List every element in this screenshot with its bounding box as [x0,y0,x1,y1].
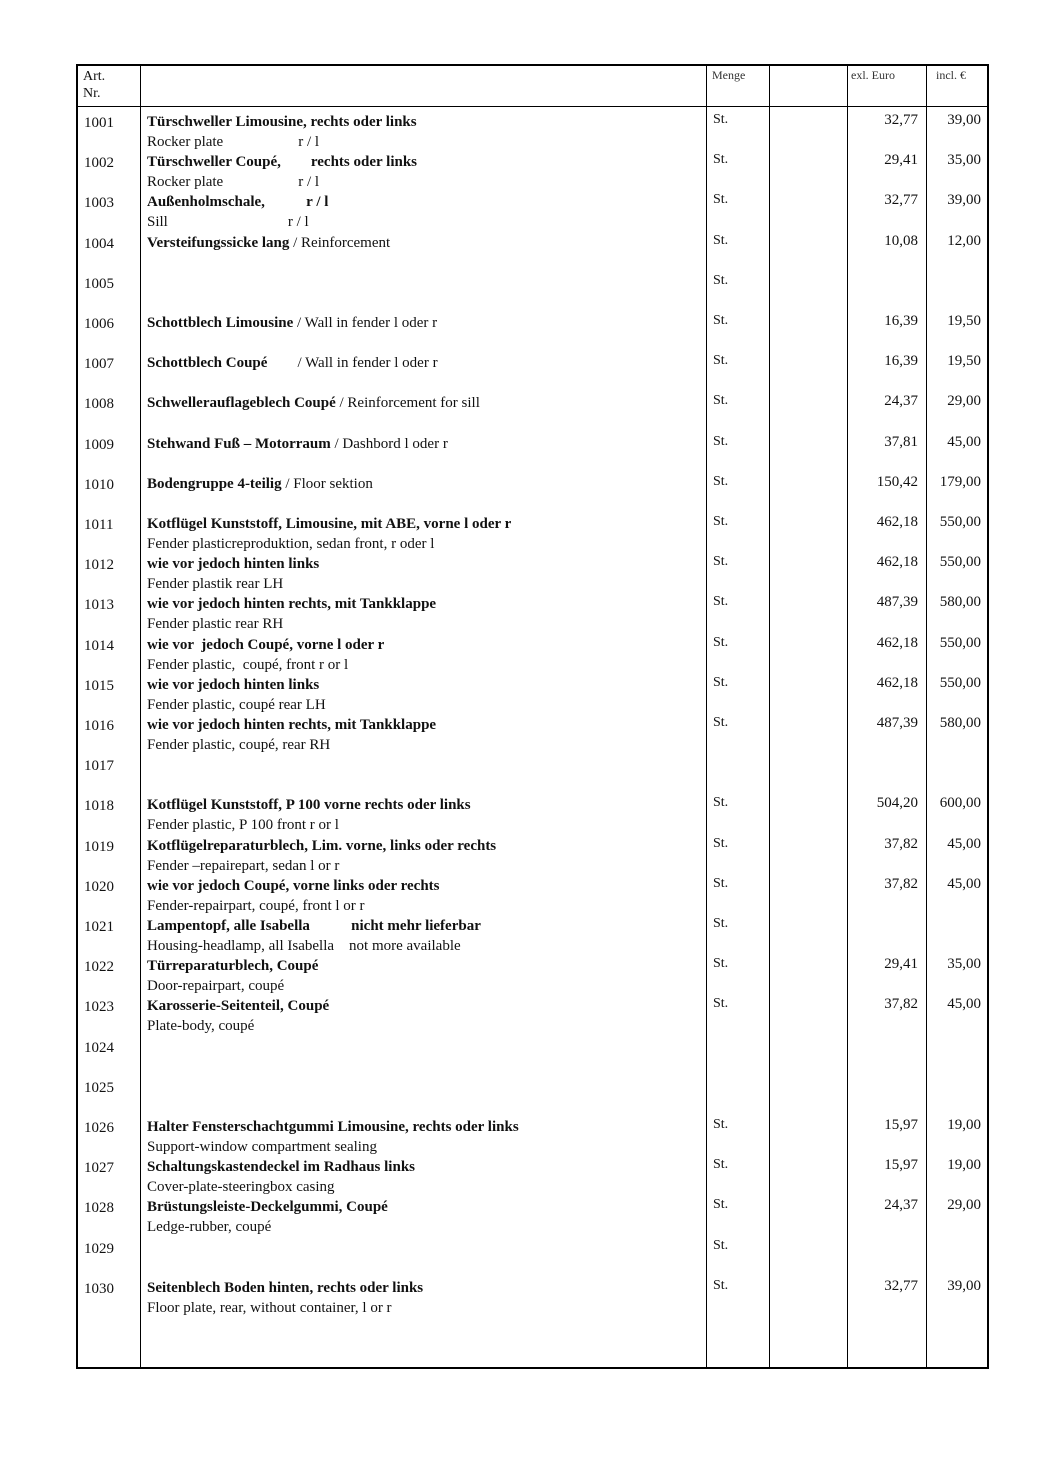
table-row [78,1073,987,1113]
price-incl: 39,00 [947,192,981,209]
table-row [78,1234,987,1274]
table-row [78,1274,987,1314]
description-german: Türschweller Coupé, rechts oder links [147,154,418,171]
table-row [78,389,987,429]
article-number: 1015 [84,677,114,694]
article-number: 1030 [84,1280,114,1297]
price-incl: 39,00 [947,112,981,128]
quantity-unit: St. [713,594,729,610]
description-english: Plate-body, coupé [147,1018,255,1035]
article-number: 1006 [84,316,114,332]
description-english-inline: / Reinforcement for sill [335,395,480,412]
description-german: Schottblech Coupé [147,355,268,372]
description-german: Kotflügelreparaturblech, Lim. vorne, links oder rechts [147,837,497,854]
table-row [78,952,987,995]
item-description [147,916,481,956]
price-incl: 45,00 [947,835,981,852]
description-english: Floor plate, rear, without container, l or r [147,1299,392,1316]
quantity-unit: St. [713,1197,729,1213]
price-incl: 19,00 [947,1117,981,1133]
description-german: Außenholmschale, r / l [147,194,329,211]
price-table [76,64,989,1369]
article-number: 1012 [84,557,114,574]
price-excl: 504,20 [876,795,918,812]
article-number: 1003 [84,195,114,212]
quantity-unit: St. [713,1117,729,1132]
description-german: wie vor jedoch hinten links [147,556,320,573]
price-incl: 19,50 [947,353,981,370]
price-excl: 487,39 [876,715,918,731]
article-number: 1017 [84,758,114,775]
article-number: 1025 [84,1079,114,1096]
price-excl: 29,41 [884,956,918,973]
description-english: Sill r / l [147,214,309,231]
quantity-unit: St. [713,433,729,449]
description-english: Door-repairpart, coupé [147,978,285,995]
price-incl: 29,00 [947,1197,981,1214]
article-number: 1011 [84,517,114,533]
description-german: wie vor jedoch hinten rechts, mit Tankklappe [147,596,437,613]
quantity-unit: St. [713,554,729,570]
price-excl: 37,82 [884,835,918,852]
quantity-unit: St. [713,1237,729,1253]
price-excl: 32,77 [884,1277,918,1294]
description-german: Stehwand Fuß – Motorraum [147,435,331,452]
price-excl: 15,97 [884,1157,918,1174]
description-german: Bodengruppe 4-teilig [147,475,282,492]
table-row [78,309,987,349]
price-excl: 37,82 [884,875,918,892]
description-german: Kotflügel Kunststoff, P 100 vorne rechts oder links [147,797,471,814]
description-german: Halter Fensterschachtgummi Limousine, rechts oder links [147,1119,519,1135]
header-divider [78,106,987,107]
price-incl: 550,00 [939,634,981,651]
article-number: 1013 [84,597,114,614]
description-english-inline: / Floor sektion [281,475,373,492]
description-english: Support-window compartment sealing [147,1139,377,1155]
quantity-unit: St. [713,514,729,529]
description-english: Housing-headlamp, all Isabella not more available [147,938,461,954]
item-description [147,996,329,1036]
article-number: 1021 [84,919,114,935]
quantity-unit: St. [713,795,729,811]
description-english: Fender plastik rear LH [147,576,284,593]
price-incl: 19,50 [947,313,981,329]
table-row [78,470,987,510]
table-row [78,349,987,389]
price-excl: 462,18 [876,674,918,691]
quantity-unit: St. [713,232,729,248]
article-number: 1023 [84,999,114,1016]
article-number: 1019 [84,838,114,855]
article-number: 1007 [84,356,114,373]
price-incl: 29,00 [947,393,981,410]
quantity-unit: St. [713,996,729,1012]
quantity-unit: St. [713,1277,729,1293]
description-english: Rocker plate r / l [147,134,320,150]
header-menge: Menge [712,68,746,82]
item-description [147,675,326,715]
description-english: Fender plastic, coupé, rear RH [147,737,331,753]
quantity-unit: St. [713,956,729,972]
item-description [147,1197,388,1237]
table-row [78,751,987,791]
description-english: Rocker plate r / l [147,174,320,191]
price-incl: 550,00 [939,674,981,691]
description-english-inline: / Reinforcement [289,234,391,251]
item-description [147,434,448,454]
item-description [147,474,373,494]
quantity-unit: St. [713,634,729,650]
header-price-incl: incl. € [936,68,966,82]
price-incl: 19,00 [947,1157,981,1174]
description-german: Schwellerauflageblech Coupé [147,395,336,412]
item-description [147,152,417,192]
price-excl: 32,77 [884,112,918,128]
price-incl: 179,00 [939,473,981,490]
price-incl: 550,00 [939,554,981,571]
article-number: 1029 [84,1240,114,1257]
quantity-unit: St. [713,192,729,208]
price-incl: 45,00 [947,996,981,1013]
table-row [78,631,987,671]
description-german: Schaltungskastendeckel im Radhaus links [147,1159,415,1176]
item-description [147,876,440,916]
price-incl: 45,00 [947,875,981,892]
table-row [78,188,987,231]
price-incl: 580,00 [939,594,981,611]
item-description [147,795,471,835]
description-english: Fender plastic rear RH [147,616,284,633]
description-english: Fender plastic, P 100 front r or l [147,817,339,834]
price-incl: 35,00 [947,956,981,973]
quantity-unit: St. [713,152,729,168]
description-english: Fender plasticreproduktion, sedan front, r oder l [147,536,435,552]
article-number: 1002 [84,155,114,172]
price-incl: 39,00 [947,1277,981,1294]
article-number: 1028 [84,1200,114,1217]
description-german: wie vor jedoch hinten links [147,676,320,693]
price-excl: 150,42 [876,473,918,490]
table-row [78,872,987,912]
price-incl: 45,00 [947,433,981,450]
item-description [147,554,319,594]
description-english-inline: / Dashbord l oder r [330,435,448,452]
header-price-excl: exl. Euro [851,68,895,82]
table-row [78,510,987,550]
table-row [78,1113,987,1153]
price-excl: 462,18 [876,514,918,530]
table-row [78,108,987,148]
article-number: 1005 [84,275,114,292]
description-english: Ledge-rubber, coupé [147,1219,272,1236]
table-row [78,832,987,872]
description-german: wie vor jedoch Coupé, vorne links oder rechts [147,877,440,894]
article-number: 1010 [84,476,114,493]
description-german: Versteifungssicke lang [147,234,290,251]
item-description [147,313,437,333]
description-german: Türschweller Limousine, rechts oder links [147,114,417,130]
item-description [147,393,480,413]
description-english: Fender plastic, coupé rear LH [147,696,326,713]
article-number: 1009 [84,436,114,453]
table-row [78,550,987,593]
table-row [78,791,987,834]
item-description [147,594,436,634]
quantity-unit: St. [713,112,729,127]
article-number: 1026 [84,1120,114,1136]
item-description [147,715,436,755]
item-description [147,192,328,232]
description-german: Brüstungsleiste-Deckelgummi, Coupé [147,1199,388,1216]
quantity-unit: St. [713,473,729,489]
price-excl: 487,39 [876,594,918,611]
price-incl: 35,00 [947,152,981,169]
price-incl: 12,00 [947,232,981,249]
table-row [78,229,987,269]
quantity-unit: St. [713,835,729,851]
item-description [147,1117,519,1157]
quantity-unit: St. [713,1157,729,1173]
table-row [78,912,987,952]
description-german: wie vor jedoch Coupé, vorne l oder r [147,636,385,653]
table-row [78,148,987,191]
table-row [78,269,987,309]
description-german: Karosserie-Seitenteil, Coupé [147,998,330,1015]
price-excl: 10,08 [884,232,918,249]
price-excl: 462,18 [876,554,918,571]
quantity-unit: St. [713,875,729,891]
price-excl: 16,39 [884,313,918,329]
description-english: Cover-plate-steeringbox casing [147,1179,335,1196]
table-row [78,1153,987,1196]
description-german: Lampentopf, alle Isabella nicht mehr lieferbar [147,918,481,934]
description-english: Fender –repairepart, sedan l or r [147,857,340,874]
article-number: 1016 [84,718,114,734]
price-excl: 37,81 [884,433,918,450]
description-german: Seitenblech Boden hinten, rechts oder links [147,1279,424,1296]
header-nr-label: Nr. [83,86,101,101]
article-number: 1018 [84,798,114,815]
header-art-nr [83,68,105,102]
description-german: Kotflügel Kunststoff, Limousine, mit ABE, vorne l oder r [147,516,512,532]
header-art-label: Art. [83,69,106,84]
table-row [78,1033,987,1073]
table-row [78,711,987,751]
article-number: 1001 [84,115,114,131]
article-number: 1020 [84,878,114,895]
item-description [147,233,390,253]
article-number: 1024 [84,1039,114,1056]
quantity-unit: St. [713,916,729,931]
quantity-unit: St. [713,313,729,328]
price-excl: 15,97 [884,1117,918,1133]
table-row [78,430,987,470]
description-german: Türreparaturblech, Coupé [147,958,319,975]
quantity-unit: St. [713,272,729,288]
price-excl: 24,37 [884,1197,918,1214]
price-incl: 600,00 [939,795,981,812]
item-description [147,112,417,152]
quantity-unit: St. [713,674,729,690]
table-row [78,671,987,711]
price-excl: 16,39 [884,353,918,370]
description-english: Fender plastic, coupé, front r or l [147,656,349,673]
table-row [78,1193,987,1236]
article-number: 1004 [84,235,114,252]
price-excl: 32,77 [884,192,918,209]
price-incl: 550,00 [939,514,981,530]
price-excl: 37,82 [884,996,918,1013]
price-incl: 580,00 [939,715,981,731]
item-description [147,353,438,373]
article-number: 1027 [84,1160,114,1177]
description-german: wie vor jedoch hinten rechts, mit Tankklappe [147,717,437,733]
quantity-unit: St. [713,353,729,369]
article-number: 1022 [84,959,114,976]
quantity-unit: St. [713,715,729,730]
table-row [78,992,987,1035]
article-number: 1008 [84,396,114,413]
item-description [147,836,496,876]
item-description [147,1278,423,1318]
description-english-inline: / Wall in fender l oder r [267,355,438,372]
item-description [147,514,511,554]
item-description [147,956,318,996]
description-german: Schottblech Limousine [147,315,294,331]
item-description [147,1157,415,1197]
price-excl: 462,18 [876,634,918,651]
price-excl: 29,41 [884,152,918,169]
price-excl: 24,37 [884,393,918,410]
description-english-inline: / Wall in fender l oder r [293,315,438,331]
description-english: Fender-repairpart, coupé, front l or r [147,897,365,914]
quantity-unit: St. [713,393,729,409]
article-number: 1014 [84,637,114,654]
table-row [78,590,987,633]
item-description [147,635,384,675]
